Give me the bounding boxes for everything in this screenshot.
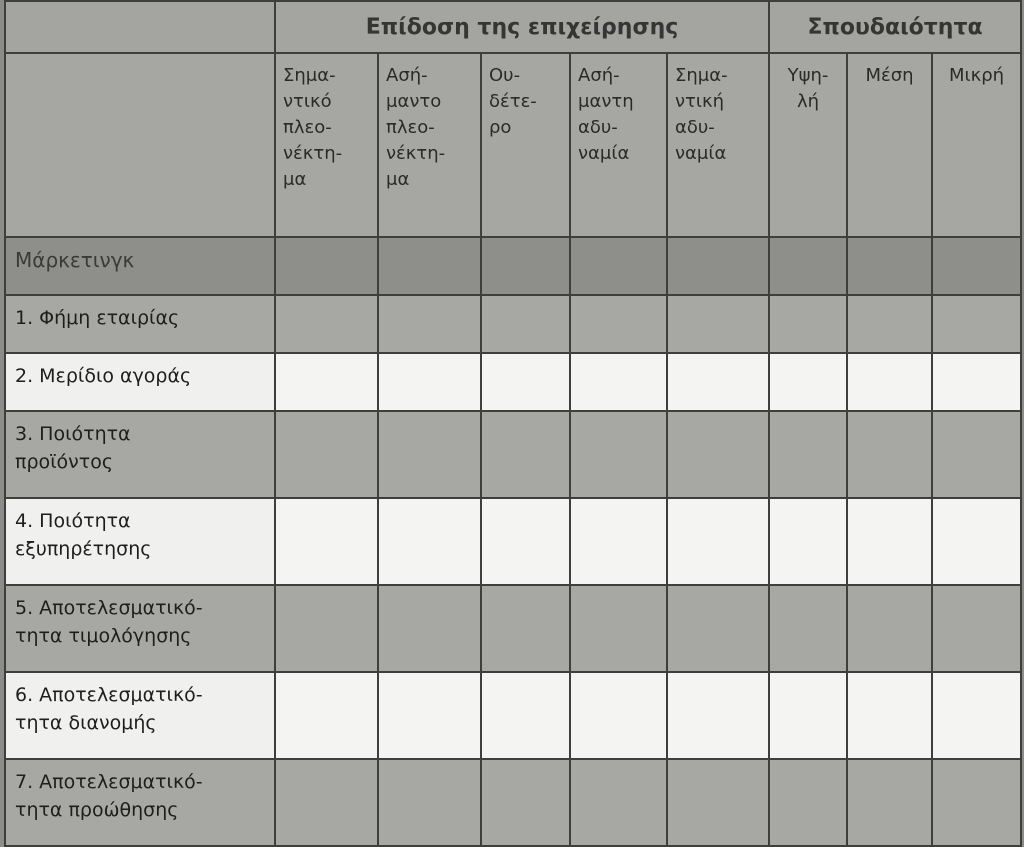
table-cell[interactable] [570,585,667,672]
table-cell [769,237,847,295]
table-cell[interactable] [847,585,932,672]
table-cell[interactable] [481,353,570,411]
table-cell[interactable] [667,411,769,498]
column-header-major-weakness: Σημα- ντική αδυ- ναμία [667,53,769,237]
table-cell[interactable] [481,672,570,759]
table-cell [932,237,1021,295]
row-label: 7. Αποτελεσματικό- τητα προώθησης [5,759,275,846]
table-cell[interactable] [932,672,1021,759]
table-cell[interactable] [932,295,1021,353]
corner-cell [5,1,275,53]
table-cell[interactable] [847,295,932,353]
table-cell[interactable] [378,411,481,498]
table-cell[interactable] [667,353,769,411]
table-cell[interactable] [481,759,570,846]
table-cell[interactable] [378,759,481,846]
table-cell[interactable] [932,411,1021,498]
table-cell[interactable] [481,498,570,585]
table-row [5,498,1021,585]
table-cell[interactable] [769,672,847,759]
table-cell[interactable] [769,353,847,411]
row-label: 5. Αποτελεσματικό- τητα τιμολόγησης [5,585,275,672]
table-cell[interactable] [769,759,847,846]
table-cell[interactable] [481,585,570,672]
table-cell [667,237,769,295]
table-cell[interactable] [570,353,667,411]
table-cell[interactable] [769,411,847,498]
row-label: 4. Ποιότητα εξυπηρέτησης [5,498,275,585]
table-row [5,353,1021,411]
table-cell[interactable] [769,295,847,353]
table-cell [481,237,570,295]
table-cell[interactable] [932,585,1021,672]
table-cell[interactable] [275,295,378,353]
table-cell[interactable] [932,498,1021,585]
table-cell[interactable] [667,498,769,585]
table-cell[interactable] [769,585,847,672]
table-cell[interactable] [667,672,769,759]
table-row [5,585,1021,672]
table-cell[interactable] [570,498,667,585]
table-cell[interactable] [667,759,769,846]
table-cell[interactable] [667,295,769,353]
column-header-minor-weakness: Ασή- μαντη αδυ- ναμία [570,53,667,237]
table-cell[interactable] [481,295,570,353]
table-cell[interactable] [275,411,378,498]
table-cell[interactable] [847,759,932,846]
table-cell[interactable] [275,672,378,759]
table-cell[interactable] [570,295,667,353]
table-cell[interactable] [932,759,1021,846]
table-cell [570,237,667,295]
table-cell[interactable] [769,498,847,585]
table-cell [847,237,932,295]
table-cell[interactable] [378,498,481,585]
table-cell[interactable] [570,759,667,846]
table-cell[interactable] [378,672,481,759]
table-row [5,295,1021,353]
table-cell[interactable] [847,411,932,498]
table-row [5,759,1021,846]
table-cell[interactable] [847,498,932,585]
table-cell [275,237,378,295]
table-row [5,672,1021,759]
table-cell[interactable] [378,585,481,672]
table-cell[interactable] [570,411,667,498]
column-header-high: Υψη- λή [769,53,847,237]
table-cell[interactable] [847,672,932,759]
column-header-medium: Μέση [847,53,932,237]
table-cell[interactable] [275,585,378,672]
table-cell[interactable] [847,353,932,411]
column-header-major-strength: Σημα- ντικό πλεο- νέκτη- μα [275,53,378,237]
table-cell[interactable] [275,759,378,846]
table-cell [378,237,481,295]
category-label: Μάρκετινγκ [5,237,275,295]
table-cell[interactable] [481,411,570,498]
table-cell[interactable] [667,585,769,672]
table-cell[interactable] [275,353,378,411]
table-cell[interactable] [378,295,481,353]
label-column-header [5,53,275,237]
table-cell[interactable] [275,498,378,585]
table-cell[interactable] [378,353,481,411]
row-label: 2. Μερίδιο αγοράς [5,353,275,411]
column-header-low: Μικρή [932,53,1021,237]
row-label: 3. Ποιότητα προϊόντος [5,411,275,498]
row-label: 6. Αποτελεσματικό- τητα διανομής [5,672,275,759]
evaluation-table [4,0,1022,847]
group-header-performance: Επίδοση της επιχείρησης [275,1,769,53]
row-label: 1. Φήμη εταιρίας [5,295,275,353]
column-header-neutral: Ου- δέτε- ρο [481,53,570,237]
table-cell[interactable] [932,353,1021,411]
table-cell[interactable] [570,672,667,759]
table-row [5,411,1021,498]
group-header-importance: Σπουδαιότητα [769,1,1021,53]
column-header-minor-strength: Ασή- μαντο πλεο- νέκτη- μα [378,53,481,237]
